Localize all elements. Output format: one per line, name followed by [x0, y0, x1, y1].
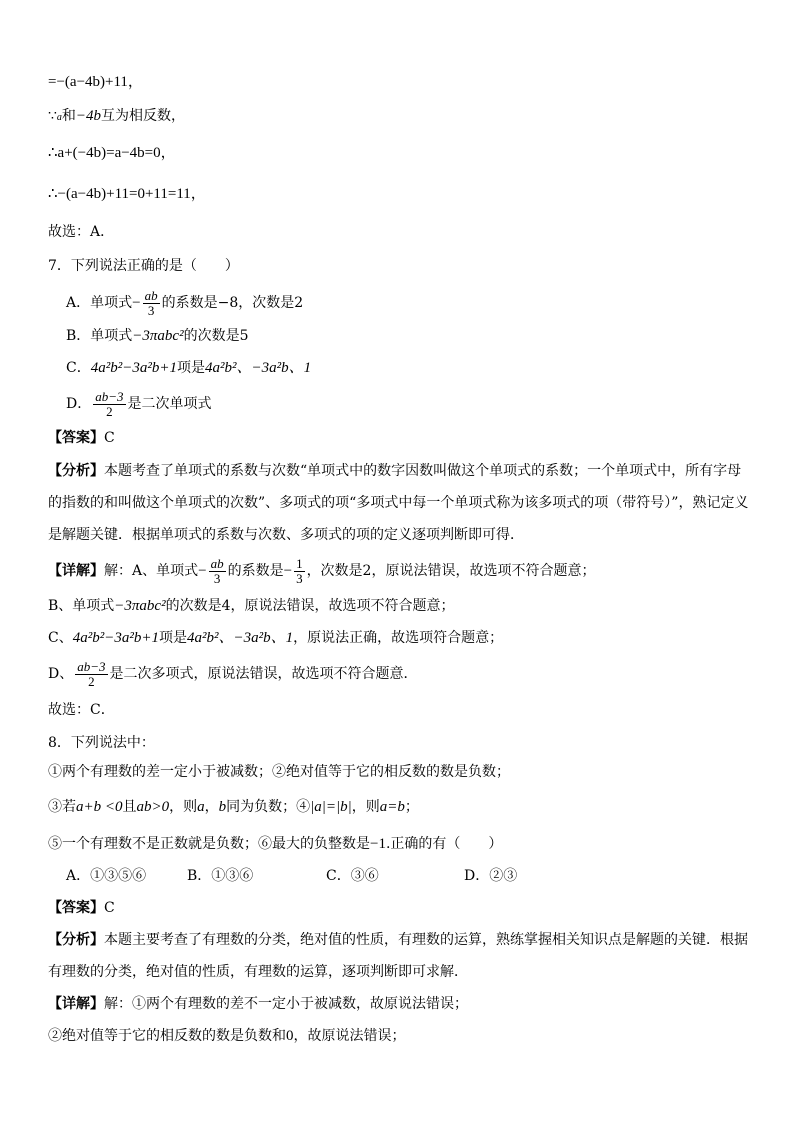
variable-a: a: [56, 112, 62, 123]
abs-equation: |a|=|b|: [310, 799, 352, 815]
and-word: 和: [61, 108, 76, 124]
because-symbol: ∵: [48, 108, 57, 124]
denominator: 3: [147, 302, 155, 318]
detail-tag: 【详解】: [48, 996, 104, 1012]
q8-analysis-2: 有理数的分类，绝对值的性质，有理数的运算，逐项判断即可求解．: [48, 964, 468, 980]
minus-sign: −: [283, 563, 293, 579]
q8-statement-3-4: [48, 797, 419, 817]
expression: −4b: [75, 108, 102, 124]
variable-a: a: [197, 799, 205, 815]
detail-d-pre: D、: [48, 666, 74, 682]
q7-option-a: [66, 288, 303, 318]
polynomial: 4a²b²−3a²b+1: [72, 630, 159, 646]
fraction: [93, 390, 125, 419]
detail-text: 解：①两个有理数的差不一定小于被减数，故原说法错误；: [104, 996, 468, 1012]
s4-end: ；: [404, 799, 419, 815]
detail-2-post: ，故原说法错误；: [293, 1028, 406, 1044]
fraction: [143, 289, 160, 318]
s3-then: ，则: [169, 799, 198, 815]
detail-a-post: ，次数是2，原说法错误，故选项不符合题意；: [306, 563, 596, 579]
q7-optC-pre: C．: [66, 360, 91, 376]
q7-option-b: [66, 326, 249, 346]
detail-2-pre: ②绝对值等于它的相反数的数是负数和: [48, 1028, 286, 1044]
minus-sign: −: [198, 563, 207, 579]
denominator: 2: [106, 403, 113, 419]
opposite-text: 互为相反数，: [101, 108, 186, 124]
q7-choice: 故选：C．: [48, 702, 115, 718]
q8-stem: 8．下列说法中：: [48, 735, 155, 751]
coefficient-fraction: [294, 557, 305, 586]
monomial: −3πabc²: [132, 328, 184, 344]
q8-option-c: C．③⑥: [326, 868, 379, 884]
q8-statement-1-2: ①两个有理数的差一定小于被减数；②绝对值等于它的相反数的数是负数；: [48, 764, 510, 780]
detail-a-mid: 的系数是: [227, 563, 284, 579]
detail-a-pre: 解：A、单项式: [104, 563, 199, 579]
denominator: 2: [88, 673, 95, 689]
s3-post: 同为负数；④: [226, 799, 311, 815]
q7-option-c: [66, 358, 311, 378]
prev-step-4: ∴−(a−4b)+11=0+11=11，: [48, 186, 206, 202]
q7-optA-post: 的系数是−8，次数是2: [161, 295, 304, 311]
detail-b-pre: B、单项式: [48, 598, 115, 614]
numerator: 1: [296, 555, 303, 571]
polynomial: 4a²b²−3a²b+1: [90, 360, 177, 376]
q7-detail-b: [48, 596, 455, 616]
s3-comma: ，: [204, 799, 219, 815]
answer-value: C: [104, 900, 115, 916]
detail-b-post: 的次数是4，原说法错误，故选项不符合题意；: [165, 598, 455, 614]
q7-analysis-3: 是解题关键．根据单项式的系数与次数、多项式的项的定义逐项判断即可得．: [48, 527, 524, 543]
minus-sign: −: [132, 295, 141, 311]
numerator: ab−3: [95, 388, 124, 404]
fraction: [75, 660, 107, 689]
q7-optB-pre: B．单项式: [66, 328, 133, 344]
detail-c-mid: 项是: [158, 630, 187, 646]
s5-text: ⑤一个有理数不是正数就是负数；⑥最大的负整数是: [48, 836, 370, 852]
s4-then: ，则: [351, 799, 380, 815]
detail-tag: 【详解】: [48, 563, 104, 579]
q8-analysis-1: [48, 930, 748, 950]
detail-d-post: 是二次多项式，原说法错误，故选项不符合题意．: [109, 666, 418, 682]
q7-stem: 7．下列说法正确的是（ ）: [48, 258, 239, 274]
q7-detail-d: [48, 658, 418, 690]
answer-value: C: [104, 430, 115, 446]
q8-option-b: B．①③⑥: [187, 868, 254, 884]
terms: 4a²b²、−3a²b、1: [186, 630, 294, 646]
q7-detail-a: [48, 554, 595, 588]
q7-optC-mid: 项是: [176, 360, 205, 376]
numerator: ab: [144, 287, 158, 303]
denominator: 3: [213, 570, 221, 586]
s6-number: −1: [370, 836, 386, 852]
q7-optB-post: 的次数是5: [183, 328, 249, 344]
q7-option-d: [66, 388, 212, 420]
prev-choice: 故选：A．: [48, 224, 115, 240]
analysis-tag: 【分析】: [48, 932, 104, 948]
s5-post: .正确的有（ ）: [385, 836, 503, 852]
fraction: [209, 557, 226, 586]
monomial: −3πabc²: [114, 598, 166, 614]
condition-2: ab>0: [136, 799, 170, 815]
q8-detail-1: [48, 994, 468, 1014]
denominator: 3: [296, 570, 303, 586]
terms: 4a²b²、−3a²b、1: [204, 360, 312, 376]
analysis-tag: 【分析】: [48, 463, 104, 479]
q8-option-d: D．②③: [464, 868, 518, 884]
s3-and: 且: [122, 799, 137, 815]
s4-result: a=b: [379, 799, 405, 815]
prev-step-2: [48, 106, 185, 126]
prev-step-1: =−(a−4b)+11，: [48, 74, 143, 90]
q8-option-a: A．①③⑤⑥: [66, 868, 147, 884]
answer-tag: 【答案】: [48, 430, 104, 446]
detail-c-pre: C、: [48, 630, 73, 646]
q8-detail-2: [48, 1026, 406, 1046]
s3-pre: ③若: [48, 799, 76, 815]
q8-answer: [48, 898, 115, 918]
detail-c-post: ，原说法正确，故选项符合题意；: [293, 630, 504, 646]
q8-statement-5-6: [48, 834, 502, 854]
q7-detail-c: [48, 628, 503, 648]
variable-b: b: [218, 799, 227, 815]
analysis-text: 本题考查了单项式的系数与次数“单项式中的数字因数叫做这个单项式的系数；一个单项式中，所有字母: [104, 463, 742, 479]
answer-tag: 【答案】: [48, 900, 104, 916]
q7-analysis-2: 的指数的和叫做这个单项式的次数”、多项式的项“多项式中每一个单项式称为该多项式的项（带符号）”，熟记定义: [48, 495, 749, 511]
q7-optA-pre: A．单项式: [66, 295, 133, 311]
q7-answer: [48, 428, 115, 448]
prev-step-3: ∴a+(−4b)=a−4b=0，: [48, 145, 176, 161]
q7-analysis-1: [48, 461, 741, 481]
q7-optD-post: 是二次单项式: [127, 396, 212, 412]
condition-1: a+b <0: [76, 799, 123, 815]
numerator: ab: [210, 555, 224, 571]
q7-optD-pre: D．: [66, 396, 92, 412]
numerator: ab−3: [77, 658, 106, 674]
zero: 0: [286, 1028, 294, 1044]
analysis-text: 本题主要考查了有理数的分类，绝对值的性质，有理数的运算，熟练掌握相关知识点是解题的关键．根据: [104, 932, 748, 948]
